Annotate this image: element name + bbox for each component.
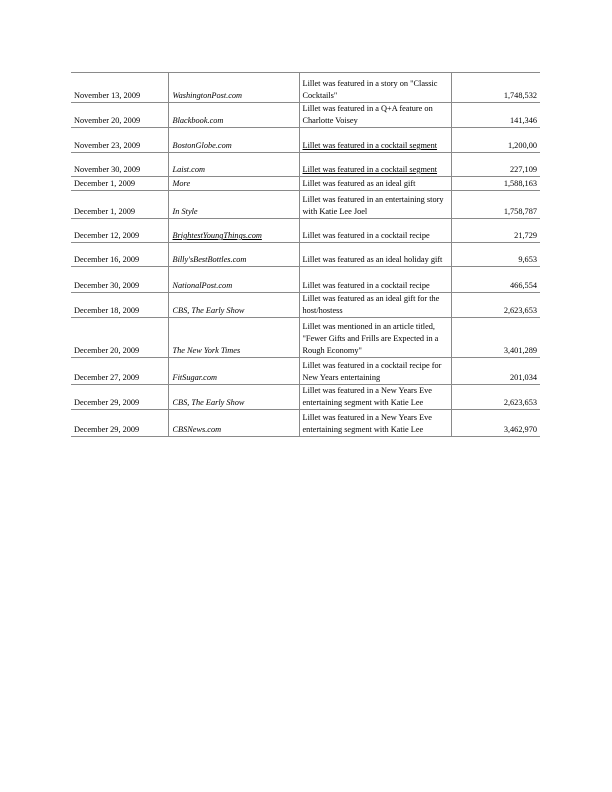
date-cell: December 16, 2009	[71, 243, 168, 267]
table-row	[71, 243, 540, 267]
table-row	[71, 410, 540, 437]
outlet-cell: Blackbook.com	[168, 103, 299, 128]
circulation-cell: 2,623,653	[451, 293, 540, 318]
circulation-cell: 1,758,787	[451, 191, 540, 219]
date-cell: December 30, 2009	[71, 267, 168, 293]
description-cell: Lillet was featured as an ideal gift	[299, 177, 451, 191]
circulation-cell: 201,034	[451, 358, 540, 385]
date-cell: December 29, 2009	[71, 410, 168, 437]
circulation-cell: 141,346	[451, 103, 540, 128]
table-row	[71, 358, 540, 385]
circulation-cell: 1,200,00	[451, 128, 540, 153]
outlet-cell: FitSugar.com	[168, 358, 299, 385]
circulation-cell: 2,623,653	[451, 385, 540, 410]
circulation-cell: 466,554	[451, 267, 540, 293]
table-row	[71, 267, 540, 293]
date-cell: December 27, 2009	[71, 358, 168, 385]
outlet-cell: In Style	[168, 191, 299, 219]
circulation-cell: 1,588,163	[451, 177, 540, 191]
date-cell: November 20, 2009	[71, 103, 168, 128]
description-cell: Lillet was featured in an entertaining story with Katie Lee Joel	[299, 191, 451, 219]
date-cell: November 13, 2009	[71, 73, 168, 103]
outlet-cell: CBSNews.com	[168, 410, 299, 437]
description-cell: Lillet was featured in a cocktail segment	[299, 153, 451, 177]
description-cell: Lillet was featured in a Q+A feature on Charlotte Voisey	[299, 103, 451, 128]
description-cell: Lillet was featured in a cocktail recipe	[299, 267, 451, 293]
description-cell: Lillet was featured in a New Years Eve entertaining segment with Katie Lee	[299, 410, 451, 437]
date-cell: December 1, 2009	[71, 177, 168, 191]
circulation-cell: 227,109	[451, 153, 540, 177]
outlet-cell: CBS, The Early Show	[168, 385, 299, 410]
outlet-cell: BostonGlobe.com	[168, 128, 299, 153]
outlet-cell: CBS, The Early Show	[168, 293, 299, 318]
date-cell: December 1, 2009	[71, 191, 168, 219]
table-row	[71, 318, 540, 358]
outlet-cell: NationalPost.com	[168, 267, 299, 293]
date-cell: November 23, 2009	[71, 128, 168, 153]
table-row	[71, 153, 540, 177]
description-cell: Lillet was mentioned in an article titled, "Fewer Gifts and Frills are Expected in a Rough Economy"	[299, 318, 451, 358]
table-row	[71, 191, 540, 219]
date-cell: December 12, 2009	[71, 219, 168, 243]
outlet-cell: BrightestYoungThings.com	[168, 219, 299, 243]
description-cell: Lillet was featured in a cocktail recipe for New Years entertaining	[299, 358, 451, 385]
outlet-cell: More	[168, 177, 299, 191]
date-cell: December 18, 2009	[71, 293, 168, 318]
description-cell: Lillet was featured in a New Years Eve entertaining segment with Katie Lee	[299, 385, 451, 410]
outlet-cell: WashingtonPost.com	[168, 73, 299, 103]
table-row	[71, 73, 540, 103]
circulation-cell: 1,748,532	[451, 73, 540, 103]
outlet-cell: Billy'sBestBottles.com	[168, 243, 299, 267]
table-row	[71, 103, 540, 128]
outlet-cell: The New York Times	[168, 318, 299, 358]
table-row	[71, 177, 540, 191]
date-cell: November 30, 2009	[71, 153, 168, 177]
description-cell: Lillet was featured in a cocktail recipe	[299, 219, 451, 243]
description-cell: Lillet was featured as an ideal holiday gift	[299, 243, 451, 267]
date-cell: December 29, 2009	[71, 385, 168, 410]
table-row	[71, 219, 540, 243]
circulation-cell: 3,462,970	[451, 410, 540, 437]
outlet-cell: Laist.com	[168, 153, 299, 177]
table-row	[71, 128, 540, 153]
circulation-cell: 21,729	[451, 219, 540, 243]
circulation-cell: 9,653	[451, 243, 540, 267]
description-cell: Lillet was featured as an ideal gift for the host/hostess	[299, 293, 451, 318]
description-cell: Lillet was featured in a story on "Classic Cocktails"	[299, 73, 451, 103]
circulation-cell: 3,401,289	[451, 318, 540, 358]
table-row	[71, 293, 540, 318]
media-coverage-table	[71, 72, 540, 437]
description-cell: Lillet was featured in a cocktail segment	[299, 128, 451, 153]
date-cell: December 20, 2009	[71, 318, 168, 358]
table-row	[71, 385, 540, 410]
